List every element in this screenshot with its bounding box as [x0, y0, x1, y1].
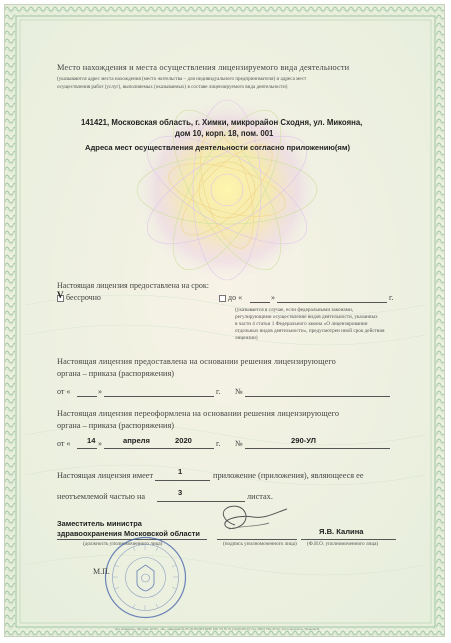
address-appendix-note: Адреса мест осуществления деятельности согласно приложению(ям) — [85, 143, 350, 152]
appendix-line-1-prefix: Настоящая лицензия имеет — [57, 471, 154, 480]
name-caption: (Ф.И.О. уполномоченного лица) — [307, 541, 379, 547]
signature-line — [217, 539, 297, 540]
until-day-line — [250, 302, 270, 303]
term-heading: Настоящая лицензия предоставлена на срок: — [57, 281, 209, 290]
signer-position-line-1: Заместитель министра — [57, 519, 142, 528]
appendix-sheets: 3 — [178, 488, 183, 497]
until-year-suffix: г. — [389, 293, 394, 302]
basis-line-1: Настоящая лицензия предоставлена на основании решения лицензирующего — [57, 357, 336, 366]
reissue-number-label: № — [235, 439, 243, 448]
basis-day-line — [77, 396, 97, 397]
reissue-line-2: органа – приказа (распоряжения) — [57, 421, 175, 430]
term-note-line-2: регулирующими осуществление видов деятельности, указанных — [235, 314, 378, 320]
signature-caption: (подпись уполномоченного лица) — [223, 541, 297, 547]
place-heading: Место нахождения и места осуществления лицензируемого вида деятельности — [57, 63, 350, 72]
check-mark: V — [57, 290, 64, 300]
signer-name: Я.В. Калина — [319, 527, 364, 536]
until-checkbox — [219, 295, 226, 302]
basis-number-label: № — [235, 387, 243, 396]
term-note-line-4: отдельных видов деятельности», предусмотрен иной срок действия — [235, 328, 385, 334]
place-note-line-1: (указываются адрес места нахождения (место жительства – для индивидуального предпринимателя) и адреса мест — [57, 76, 307, 82]
reissue-year: 2020 — [175, 436, 192, 445]
appendix-count: 1 — [178, 467, 183, 476]
stamp-label: М.П. — [93, 567, 110, 576]
reissue-day: 14 — [87, 436, 96, 445]
appendix-line-1-suffix: приложение (приложения), являющееся ее — [213, 471, 364, 480]
until-month-line — [277, 302, 387, 303]
name-line — [301, 539, 396, 540]
term-note-line-5: лицензии) — [235, 335, 258, 341]
address-line-1: 141421, Московская область, г. Химки, микрорайон Сходня, ул. Микояна, — [81, 118, 363, 127]
term-note-line-1: (указывается в случае, если федеральными законами, — [235, 307, 354, 313]
printer-imprint: АО «Опцион», Москва, 2019 г. «Б», лицензия № 05-05-09/003 ФНС РФ, ТЗ № 70 (14.06.2019), тел. (495) 726-47-42, www.opcion.ru, Уровень В — [115, 627, 320, 631]
reissue-quote-close: » — [98, 439, 102, 448]
appendix-line-2-prefix: неотъемлемой частью на — [57, 492, 146, 501]
reissue-month: апреля — [123, 436, 150, 445]
indefinite-label: бессрочно — [66, 293, 101, 302]
handwritten-signature — [205, 495, 295, 540]
reissue-date-prefix: от « — [57, 439, 71, 448]
until-quote-close: » — [271, 293, 275, 302]
address-line-2: дом 10, корп. 18, пом. 001 — [175, 129, 274, 138]
basis-year-suffix: г. — [216, 387, 221, 396]
basis-quote-close: » — [98, 387, 102, 396]
basis-date-prefix: от « — [57, 387, 71, 396]
basis-month-line — [104, 396, 214, 397]
reissue-month-line — [104, 448, 214, 449]
position-caption: (должность уполномоченного лица) — [83, 541, 163, 547]
term-note-line-3: в части 4 статьи 1 Федерального закона «О лицензировании — [235, 321, 368, 327]
license-page — [4, 4, 445, 637]
reissue-line-1: Настоящая лицензия переоформлена на основании решения лицензирующего — [57, 409, 340, 418]
appendix-line-2-suffix: листах. — [247, 492, 273, 501]
place-note-line-2: осуществления работ (услуг), выполняемых (оказываемых) в составе лицензируемого вида деятельности) — [57, 84, 288, 90]
reissue-number-line — [245, 448, 390, 449]
basis-line-2: органа – приказа (распоряжения) — [57, 369, 175, 378]
reissue-number: 290-УЛ — [291, 436, 316, 445]
appendix-count-line — [155, 480, 210, 481]
signer-position-line-2: здравоохранения Московской области — [57, 529, 200, 538]
reissue-year-suffix: г. — [216, 439, 221, 448]
until-label: до « — [228, 293, 243, 302]
basis-number-line — [245, 396, 390, 397]
reissue-day-line — [77, 448, 97, 449]
official-stamp — [103, 535, 188, 620]
